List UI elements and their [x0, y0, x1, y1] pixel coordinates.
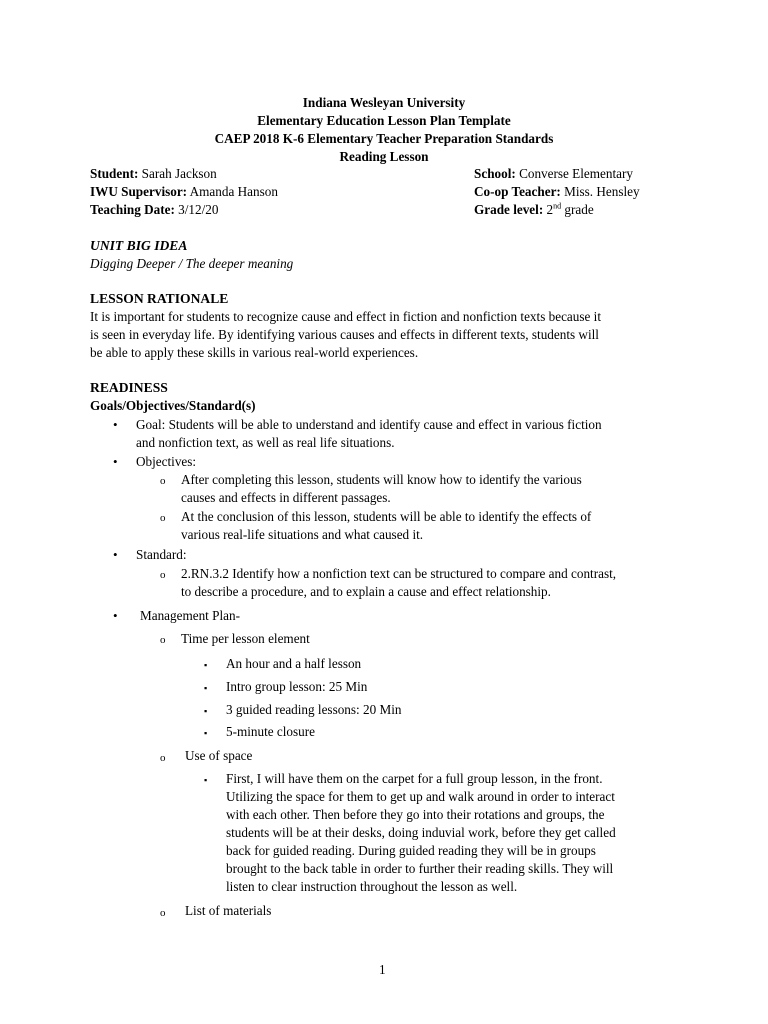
coop-teacher-value: Miss. Hensley	[560, 184, 640, 199]
teaching-date-label: Teaching Date:	[90, 202, 175, 217]
circle-bullet-icon: o	[160, 634, 166, 646]
goals-subheading: Goals/Objectives/Standard(s)	[90, 398, 256, 413]
square-bullet-icon: ▪	[204, 660, 208, 670]
rationale-line: It is important for students to recognize cause and effect in fiction and nonfiction texts because it	[90, 309, 601, 324]
school-label: School:	[474, 166, 516, 181]
readiness-heading: READINESS	[90, 380, 168, 395]
standard-label: Standard:	[136, 547, 187, 562]
grade-level-number: 2	[543, 202, 554, 217]
teaching-date-value: 3/12/20	[174, 202, 219, 217]
square-bullet-icon: ▪	[204, 706, 208, 716]
standard-line: to describe a procedure, and to explain a cause and effect relationship.	[181, 584, 551, 599]
grade-level-label: Grade level:	[474, 202, 544, 217]
student-field	[90, 165, 217, 183]
doc-title-template: Elementary Education Lesson Plan Template	[257, 113, 511, 128]
objective-line: At the conclusion of this lesson, students will be able to identify the effects of	[181, 509, 592, 524]
student-value: Sarah Jackson	[138, 166, 217, 181]
grade-level-suffix: grade	[561, 202, 594, 217]
time-item: Intro group lesson: 25 Min	[226, 679, 368, 694]
objectives-label: Objectives:	[136, 454, 197, 469]
space-line: First, I will have them on the carpet for a full group lesson, in the front.	[226, 771, 603, 786]
space-line: with each other. Then before they go into their rotations and groups, the	[226, 807, 605, 822]
doc-title-standards: CAEP 2018 K-6 Elementary Teacher Preparation Standards	[214, 131, 554, 146]
goal-line: and nonfiction text, as well as real life situations.	[136, 435, 395, 450]
circle-bullet-icon: o	[160, 569, 166, 581]
space-label: Use of space	[185, 748, 253, 763]
student-label: Student:	[90, 166, 139, 181]
space-line: Utilizing the space for them to get up and walk around in order to interact	[226, 789, 615, 804]
objective-line: After completing this lesson, students will know how to identify the various	[181, 472, 582, 487]
time-label: Time per lesson element	[181, 631, 310, 646]
standard-line: 2.RN.3.2 Identify how a nonfiction text can be structured to compare and contrast,	[181, 566, 617, 581]
bullet-icon: •	[113, 417, 118, 432]
space-line: back for guided reading. During guided reading they will be in groups	[226, 843, 596, 858]
big-idea-text: Digging Deeper / The deeper meaning	[90, 256, 294, 271]
supervisor-label: IWU Supervisor:	[90, 184, 188, 199]
space-line: students will be at their desks, doing induvial work, before they get called	[226, 825, 616, 840]
space-line: brought to the back table in order to further their reading skills. They will	[226, 861, 614, 876]
square-bullet-icon: ▪	[204, 775, 208, 785]
bullet-icon: •	[113, 454, 118, 469]
rationale-line: is seen in everyday life. By identifying various causes and effects in different texts, students will	[90, 327, 599, 342]
time-item: 5-minute closure	[226, 724, 315, 739]
circle-bullet-icon: o	[160, 907, 166, 919]
supervisor-field	[90, 183, 278, 201]
page-number: 1	[379, 962, 386, 977]
teaching-date-field	[90, 201, 218, 219]
doc-title-lesson: Reading Lesson	[339, 149, 429, 164]
bullet-icon: •	[113, 608, 118, 623]
rationale-line: be able to apply these skills in various real-world experiences.	[90, 345, 419, 360]
goal-line: Goal: Students will be able to understand and identify cause and effect in various fiction	[136, 417, 602, 432]
grade-level-field	[474, 201, 594, 219]
objective-line: causes and effects in different passages.	[181, 490, 391, 505]
management-plan-label: Management Plan-	[140, 608, 240, 623]
grade-level-ordinal: nd	[553, 201, 562, 211]
materials-label: List of materials	[185, 903, 272, 918]
school-field	[474, 165, 633, 183]
coop-teacher-label: Co-op Teacher:	[474, 184, 561, 199]
space-line: listen to clear instruction throughout the lesson as well.	[226, 879, 518, 894]
coop-teacher-field	[474, 183, 640, 201]
square-bullet-icon: ▪	[204, 683, 208, 693]
square-bullet-icon: ▪	[204, 728, 208, 738]
big-idea-heading: UNIT BIG IDEA	[90, 238, 188, 253]
time-item: An hour and a half lesson	[226, 656, 362, 671]
doc-title-university: Indiana Wesleyan University	[302, 95, 466, 110]
circle-bullet-icon: o	[160, 512, 166, 524]
supervisor-value: Amanda Hanson	[187, 184, 278, 199]
school-value: Converse Elementary	[515, 166, 633, 181]
bullet-icon: •	[113, 547, 118, 562]
circle-bullet-icon: o	[160, 752, 166, 764]
time-item: 3 guided reading lessons: 20 Min	[226, 702, 402, 717]
rationale-heading: LESSON RATIONALE	[90, 291, 229, 306]
objective-line: various real-life situations and what caused it.	[181, 527, 424, 542]
circle-bullet-icon: o	[160, 475, 166, 487]
